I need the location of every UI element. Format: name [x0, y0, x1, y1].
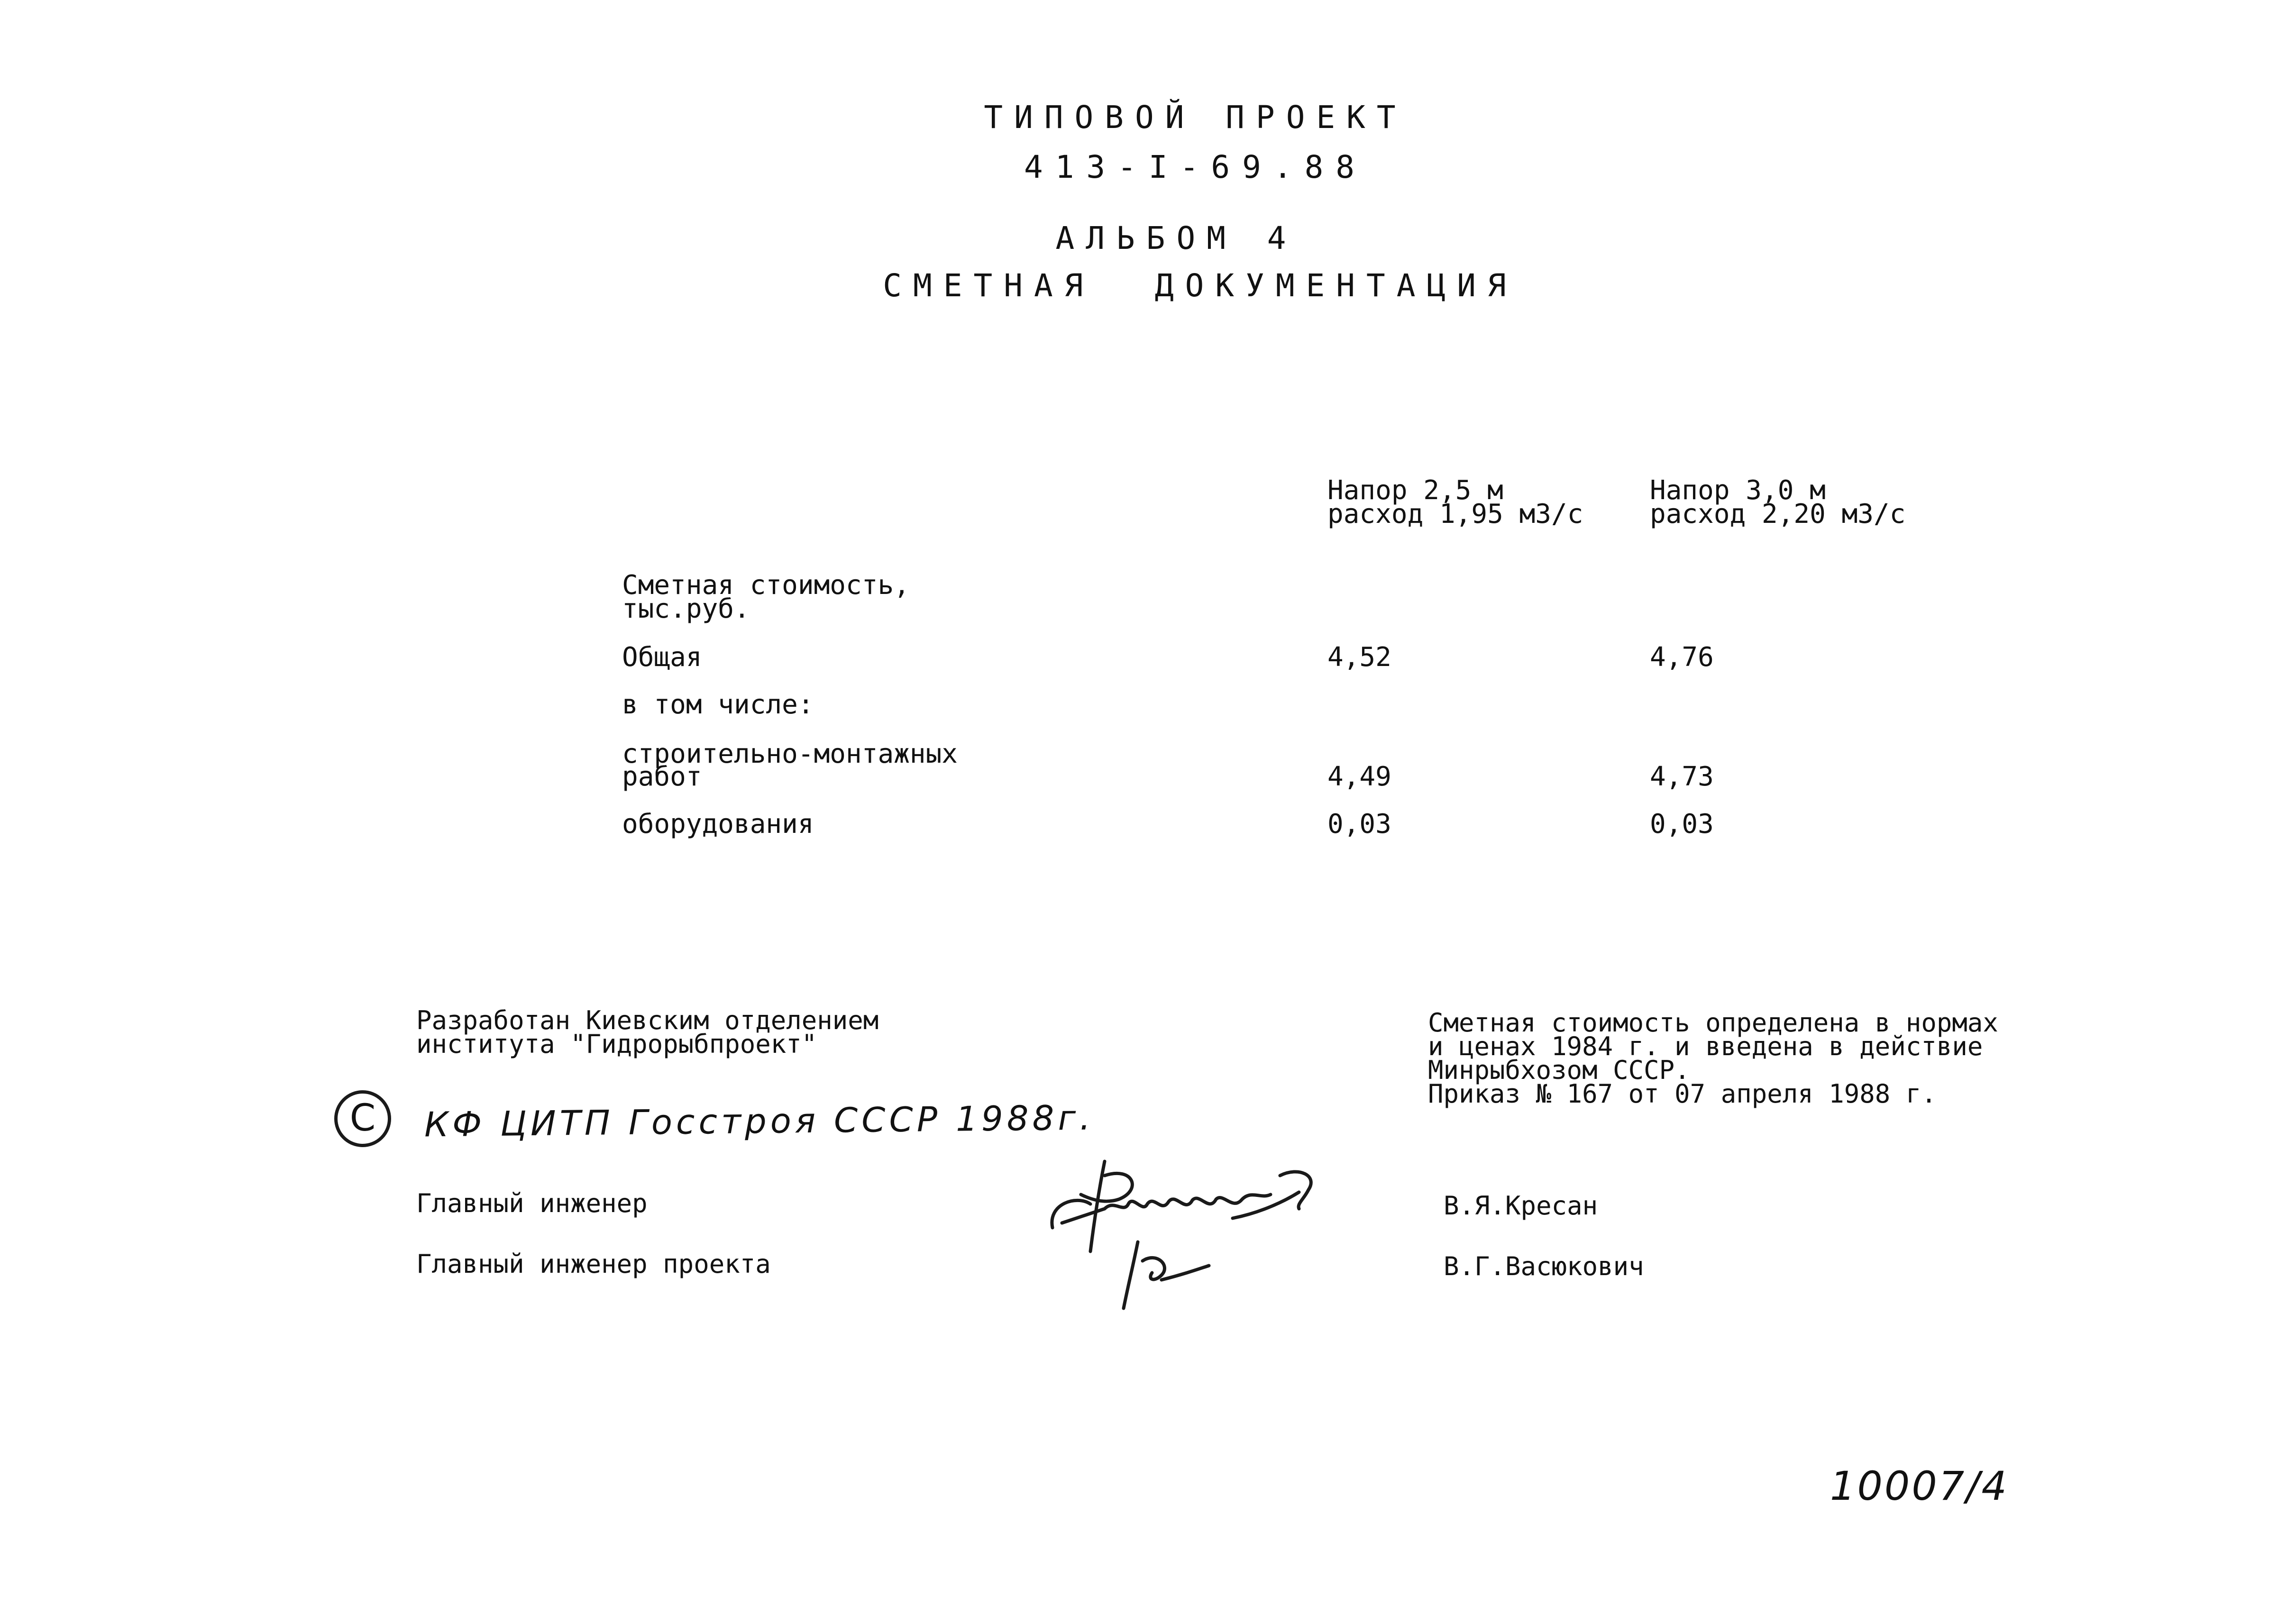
project-type-title: ТИПОВОЙ ПРОЕКТ [984, 99, 1407, 136]
section-label-line2: тыс.руб. [622, 593, 750, 624]
row-total-value-a: 4,52 [1327, 642, 1391, 673]
cost-note-line4: Приказ № 167 от 07 апреля 1988 г. [1428, 1079, 1937, 1109]
chief-project-engineer-name: В.Г.Васюкович [1444, 1251, 1644, 1281]
row-construction-label-line2: работ [622, 761, 702, 792]
chief-project-engineer-title: Главный инженер проекта [416, 1249, 771, 1279]
archive-number: 10007/4 [1830, 1463, 2009, 1509]
chief-engineer-name: В.Я.Кресан [1444, 1191, 1598, 1221]
cost-note-line1: Сметная стоимость определена в нормах [1428, 1008, 1998, 1038]
copyright-note: КФ ЦИТП Госстроя СССР 1988г. [424, 1097, 1095, 1145]
row-equipment-label: оборудования [622, 809, 814, 839]
row-construction-label-line1: строительно-монтажных [622, 739, 958, 769]
row-construction-value-b: 4,73 [1650, 761, 1714, 792]
row-total-label: Общая [622, 642, 702, 673]
row-total-value-b: 4,76 [1650, 642, 1714, 673]
row-construction-value-a: 4,49 [1327, 761, 1391, 792]
project-number: 413-I-69.88 [1024, 149, 1367, 185]
cost-note-line2: и ценах 1984 г. и введена в действие [1428, 1031, 1983, 1061]
documentation-title: СМЕТНАЯ ДОКУМЕНТАЦИЯ [883, 267, 1518, 304]
album-title: АЛЬБОМ 4 [1055, 220, 1298, 256]
row-equipment-value-a: 0,03 [1327, 809, 1391, 839]
column-b-head-line1: Напор 3,0 м [1650, 475, 1826, 506]
row-including-label: в том числе: [622, 689, 814, 720]
chief-engineer-title: Главный инженер [416, 1188, 648, 1218]
column-b-head-line2: расход 2,20 м3/с [1650, 499, 1906, 529]
developer-line1: Разработан Киевским отделением [416, 1005, 879, 1035]
copyright-mark: С [334, 1090, 391, 1147]
cost-note-line3: Минрыбхозом СССР. [1428, 1055, 1690, 1085]
handwritten-signatures [1034, 1147, 1356, 1318]
section-label-line1: Сметная стоимость, [622, 570, 910, 601]
developer-line2: института "Гидрорыбпроект" [416, 1029, 817, 1059]
row-equipment-value-b: 0,03 [1650, 809, 1714, 839]
column-a-head-line1: Напор 2,5 м [1327, 475, 1503, 506]
column-a-head-line2: расход 1,95 м3/с [1327, 499, 1583, 529]
